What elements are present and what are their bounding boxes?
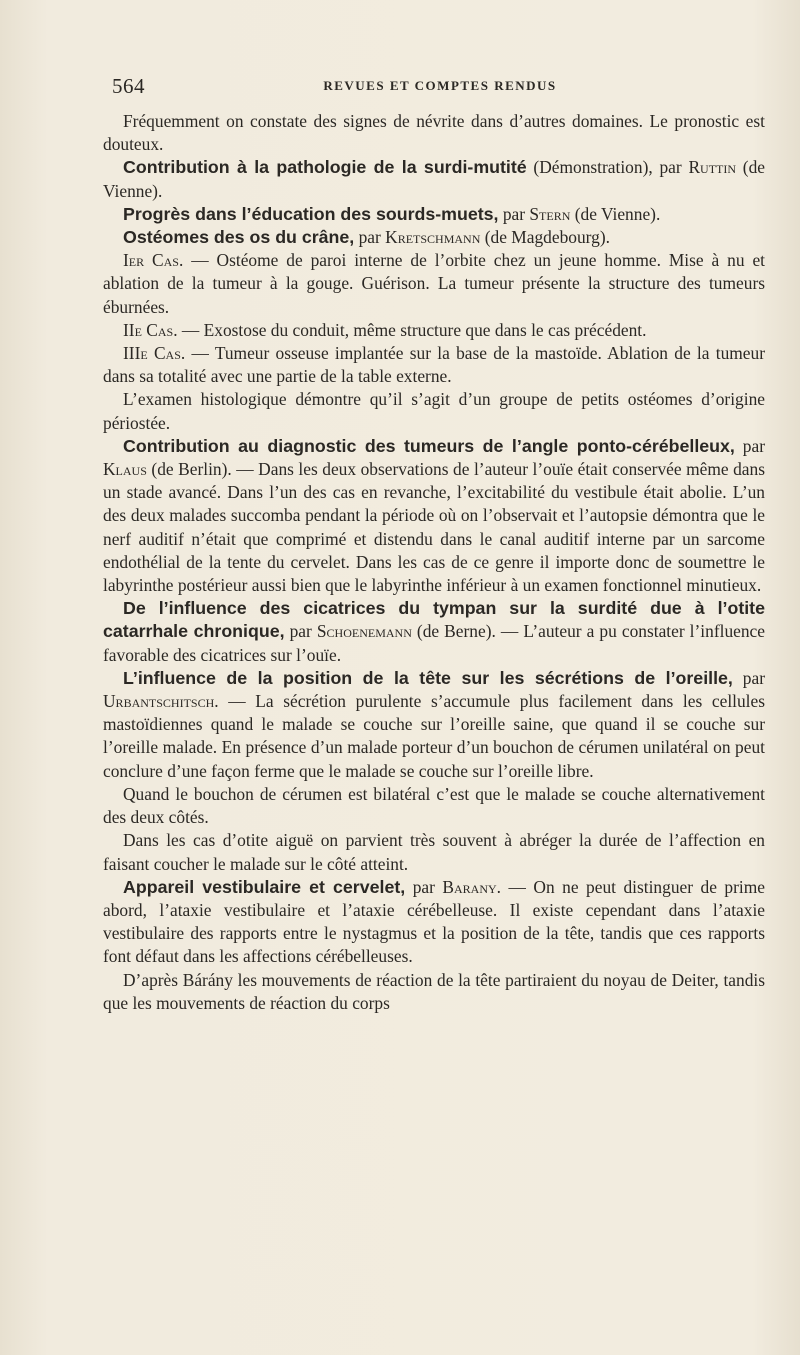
page-header <box>112 74 768 100</box>
article-title: Ostéomes des os du crâne, <box>123 227 355 248</box>
article-title: Appareil vestibulaire et cervelet, <box>123 876 406 897</box>
author-name: Schoenemann <box>316 621 412 642</box>
article-osteomes: Ostéomes des os du crâne, par Kretschmann (de Magdebourg). <box>123 227 610 248</box>
paragraph-barany: D’après Bárány les mouvements de réaction de la tête partiraient du noyau de Deiter, tandis que les mouvements de réaction du corps <box>103 969 765 1013</box>
author-name: Kretschmann <box>385 227 481 248</box>
paragraph-otite-aigue: Dans les cas d’otite aiguë on parvient très souvent à abréger la durée de l’affection en faisant coucher le malade sur le côté atteint. <box>103 830 765 874</box>
paragraph-histologie: L’examen histologique démontre qu’il s’agit d’un groupe de petits ostéomes d’origine périostée. <box>103 389 765 433</box>
body-text <box>103 110 765 1015</box>
article-surdi-mutite: Contribution à la pathologie de la surdi-mutité (Démonstration), par Ruttin (de Vienne). <box>103 157 765 201</box>
case-label: IIIe Cas. <box>123 343 186 364</box>
paragraph-nevrite: Fréquemment on constate des signes de névrite dans d’autres domaines. Le pronostic est douteux. <box>103 111 765 155</box>
author-name: Ruttin <box>688 157 737 178</box>
article-title: Progrès dans l’éducation des sourds-muets, <box>123 203 499 224</box>
author-name: Stern <box>529 203 571 224</box>
article-position-tete: L’influence de la position de la tête sur les sécrétions de l’oreille, par Urbantschitsch. — La sécrétion purulente s’accumule plus facilement dans les cellules mastoïdiennes quand le malade se couche sur l’oreille saine, que quand il se couche sur l’oreille malade. En présence d’un malade porteur d’un bouchon de cérumen unilatéral on peut conclure d’une façon ferme que le malade se couche sur l’oreille libre. <box>103 667 765 781</box>
article-title: Contribution à la pathologie de la surdi-mutité <box>123 157 527 178</box>
article-title: Contribution au diagnostic des tumeurs de l’angle ponto-cérébelleux, <box>123 435 735 456</box>
article-title: L’influence de la position de la tête sur les sécrétions de l’oreille, <box>123 667 733 688</box>
case-three: IIIe Cas. — Tumeur osseuse implantée sur la base de la mastoïde. Ablation de la tumeur dans sa totalité avec une partie de la table externe. <box>103 343 765 387</box>
case-two: IIe Cas. — Exostose du conduit, même structure que dans le cas précédent. <box>123 319 647 340</box>
running-head: REVUES ET COMPTES RENDUS <box>323 78 557 93</box>
case-label: Ier Cas. <box>123 250 184 271</box>
article-title: De l’influence des cicatrices du tympan sur la surdité due à l’otite catarrhale chronique, <box>103 598 765 642</box>
page-number: 564 <box>112 74 145 98</box>
paragraph-cerumen: Quand le bouchon de cérumen est bilatéral c’est que le malade se couche alternativement des deux côtés. <box>103 783 765 828</box>
author-name: Klaus <box>103 459 147 480</box>
case-label: IIe Cas. <box>123 319 178 340</box>
article-sourds-muets: Progrès dans l’éducation des sourds-muets, par Stern (de Vienne). <box>123 203 661 224</box>
article-cicatrices-tympan: De l’influence des cicatrices du tympan sur la surdité due à l’otite catarrhale chronique, par Schoenemann (de Berne). — L’auteur a pu constater l’influence favorable des cicatrices sur l’ouïe. <box>103 598 765 665</box>
article-ponto-cerebelleux: Contribution au diagnostic des tumeurs de l’angle ponto-cérébelleux, par Klaus (de Berlin). — Dans les deux observations de l’auteur l’ouïe était conservée même dans un stade avancé. Dans l’un des cas en revanche, l’excitabilité du vestibule était abolie. L’un des deux malades succomba pendant la période où on l’observait et l’autopsie démontra que le nerf auditif n’était que comprimé et distendu dans le canal auditif interne par un sarcome endothélial de la tente du cervelet. Dans les cas de ce genre il importe donc de soumettre le labyrinthe postérieur aussi bien que le labyrinthe inférieur à un examen fonctionnel minutieux. <box>103 435 765 596</box>
article-appareil-vestibulaire: Appareil vestibulaire et cervelet, par Barany. — On ne peut distinguer de prime abord, l’ataxie vestibulaire et l’ataxie cérébelleuse. Il existe cependant dans l’ataxie vestibulaire des rapports entre le nystagmus et la position de la tête, tandis que ces rapports font défaut dans les affections cérébelleuses. <box>103 876 765 967</box>
case-one: Ier Cas. — Ostéome de paroi interne de l’orbite chez un jeune homme. Mise à nu et ablation de la tumeur à la gouge. Guérison. La tumeur présente la structure des tumeurs éburnées. <box>103 250 766 317</box>
author-name: Barany <box>442 876 497 897</box>
author-name: Urbantschitsch <box>103 691 215 712</box>
